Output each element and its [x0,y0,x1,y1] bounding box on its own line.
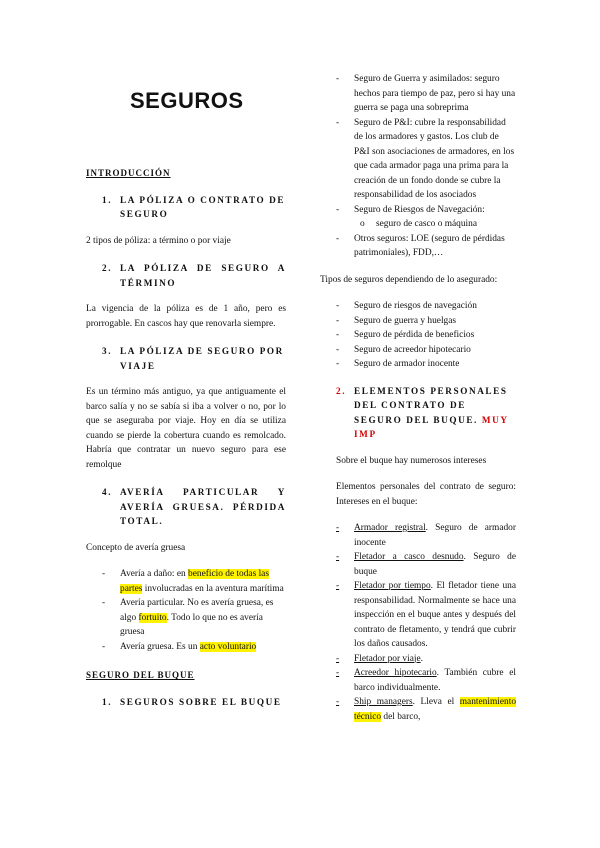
seguro-buque-section-1-title: 1. SEGUROS SOBRE EL BUQUE [102,696,282,707]
list-item: - Fletador por tiempo. El fletador tiene una responsabilidad. Normalmente se hace una inspección en el buque antes y después del contrato de fletamento, y tendrá que cubrir los daños causados. [336,579,516,652]
list-item: - Fletador a casco desnudo. Seguro de buque [336,550,516,579]
list-item: - Acreedor hipotecario. También cubre el barco individualmente. [336,666,516,695]
sobre-text: Sobre el buque hay numerosos intereses [336,455,487,466]
list-item: o seguro de casco o máquina [320,217,516,232]
list-item: - Avería gruesa. Es un acto voluntario [86,640,286,655]
list-item: - Seguro de riesgos de navegación [320,299,516,314]
section-1-title: 1. LA PÓLIZA O CONTRATO DE SEGURO [102,194,286,219]
seguro-buque-heading: SEGURO DEL BUQUE [86,670,195,680]
list-item: - Seguro de guerra y huelgas [320,314,516,329]
page-title: SEGUROS [130,88,244,113]
tipos-list [320,299,516,372]
section-3-title: 3. LA PÓLIZA DE SEGURO POR VIAJE [102,346,284,371]
left-column [86,166,286,709]
list-item: - Fletador por viaje. [336,652,516,667]
concept-line: Concepto de avería gruesa [86,542,186,553]
list-item: - Armador registral. Seguro de armador inocente [336,521,516,550]
list-item: - Seguro de Riesgos de Navegación: [320,203,516,218]
list-item: - Otros seguros: LOE (seguro de pérdidas patrimoniales), FDD,… [320,232,516,261]
intro-heading: INTRODUCCIÓN [86,168,171,178]
list-item: - Seguro de P&I: cubre la responsabilidad de los armadores y gastos. Los club de P&I son asociaciones de armadores, en los que cada armador paga una prima para la creación de un fondo donde se cubre la responsabilidad de los asociados [320,116,516,203]
section-2-elementos-title: 2. ELEMENTOS PERSONALES DEL CONTRATO DE SEGURO DEL BUQUE. MUY IMP [336,385,509,439]
elementos-text: Elementos personales del contrato de seguro: Intereses en el buque: [336,482,516,507]
list-item: - Seguro de pérdida de beneficios [320,328,516,343]
section-1-text: 2 tipos de póliza: a término o por viaje [86,235,231,246]
list-item: - Seguro de Guerra y asimilados: seguro hechos para tiempo de paz, pero si hay una guerra se paga una sobreprima [320,72,516,116]
list-item: - Seguro de acreedor hipotecario [320,343,516,358]
section-3-text: Es un término más antiguo, ya que antiguamente el barco salía y no se sabía si iba a volver o no, por lo que se aseguraba por viaje. Hoy en día se utiliza cuando se pierde la cobertura cuando es remolcado. Habría que contratar un nuevo seguro para ese remolque [86,387,286,470]
list-item: - Avería a daño: en beneficio de todas las partes involucradas en la aventura marítima [86,567,286,596]
tipos-intro: Tipos de seguros dependiendo de lo asegurado: [320,274,498,285]
importance-flag: MUY IMP [354,414,509,439]
right-column [320,72,516,724]
otros-list [320,232,516,261]
intereses-list [320,521,516,724]
seguros-list [320,72,516,217]
list-item: - Avería particular. No es avería gruesa, es algo fortuito. Todo lo que no es avería gruesa [86,596,286,640]
sub-list [320,217,516,232]
list-item: - Ship managers. Lleva el mantenimiento técnico del barco, [336,695,516,724]
averia-list [86,567,286,654]
section-4-title: 4. AVERÍA PARTICULAR Y AVERÍA GRUESA. PÉRDIDA TOTAL. [102,487,286,526]
section-2-title: 2. LA PÓLIZA DE SEGURO A TÉRMINO [102,263,286,288]
section-2-text: La vigencia de la póliza es de 1 año, pero es prorrogable. En cascos hay que renovarla siempre. [86,304,286,329]
list-item: - Seguro de armador inocente [320,357,516,372]
